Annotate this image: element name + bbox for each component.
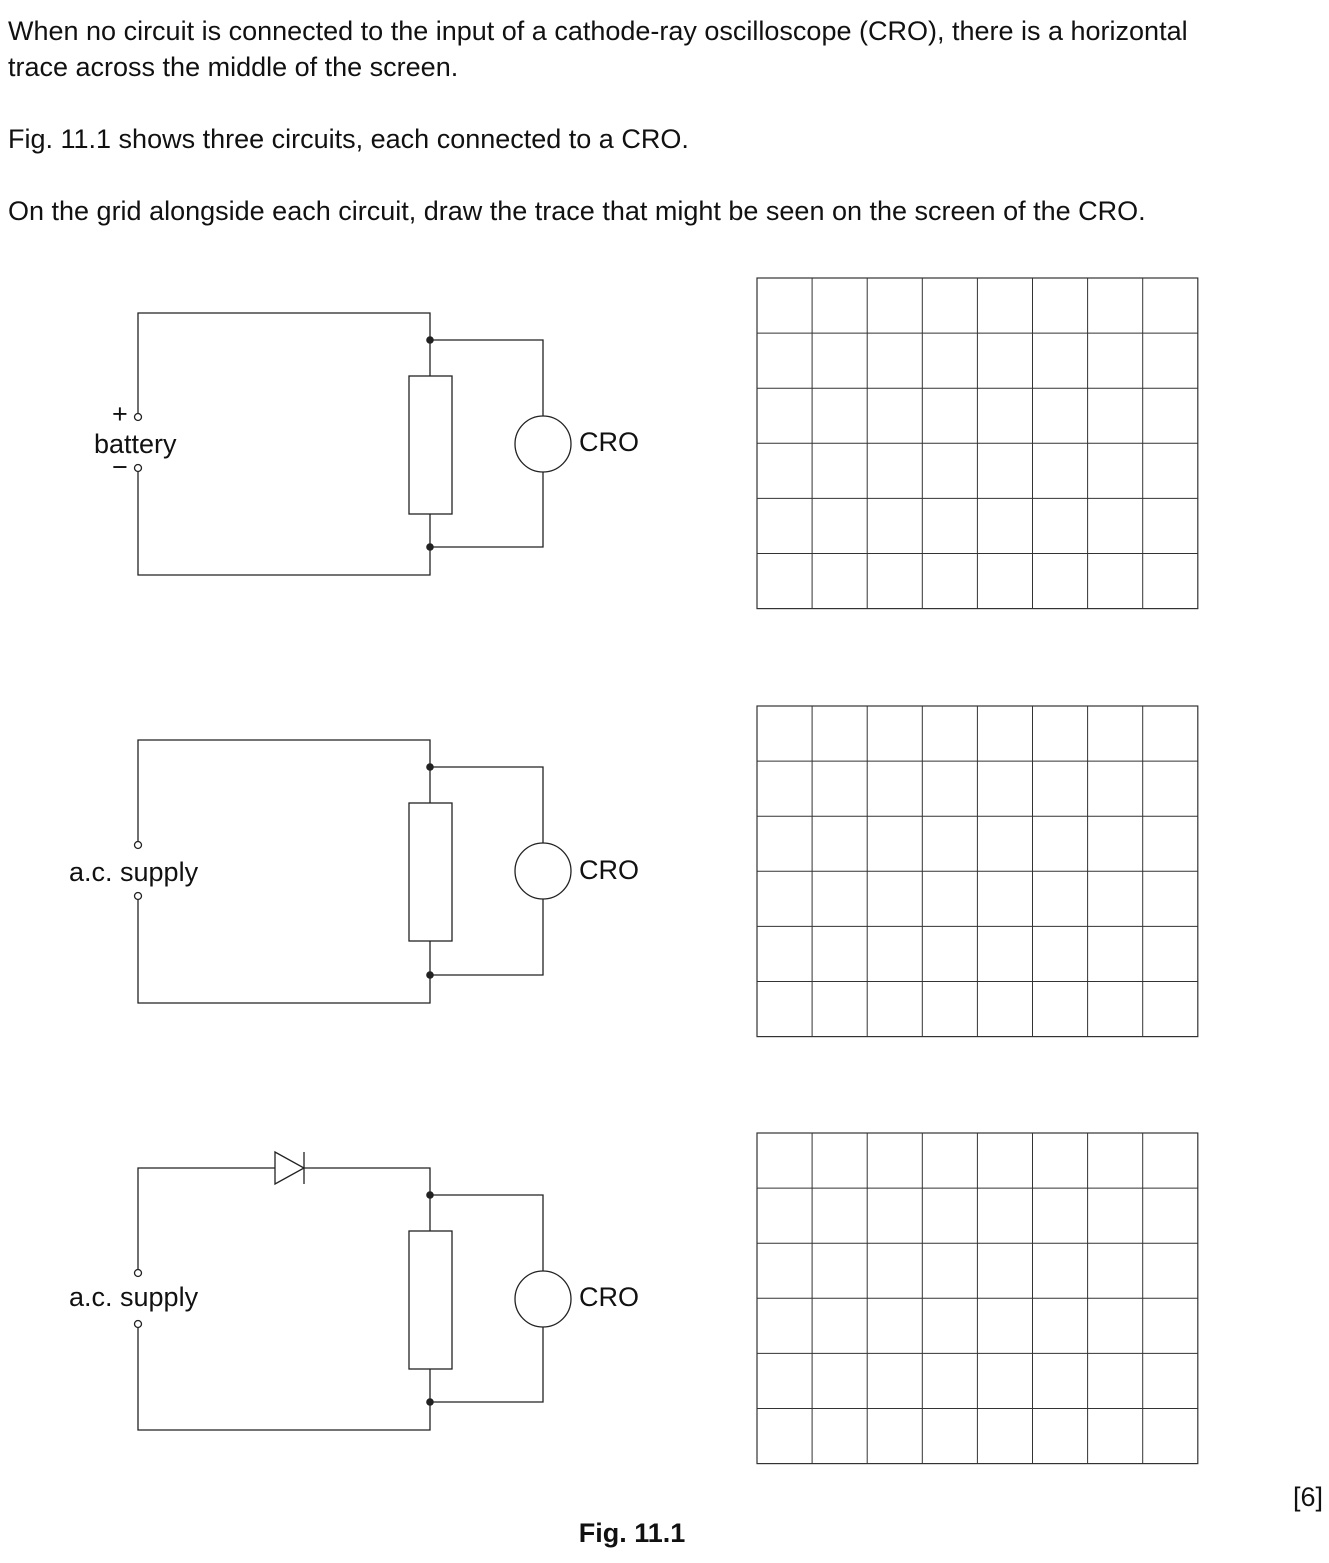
cro-screen-grid-2[interactable] <box>757 706 1198 1037</box>
circuit-wire <box>138 472 430 575</box>
cro-lead <box>430 472 543 547</box>
circuit-wire <box>138 740 430 841</box>
circuit-wire <box>138 1328 430 1430</box>
ac-terminal <box>135 1270 142 1277</box>
junction-dot <box>426 336 434 344</box>
cro-lead <box>430 899 543 975</box>
circuit-wire <box>304 1168 430 1231</box>
junction-dot <box>426 1191 434 1199</box>
supply-label-battery: battery <box>94 429 177 459</box>
ac-terminal <box>135 893 142 900</box>
cro-lead <box>430 1195 543 1271</box>
terminal-positive <box>135 414 142 421</box>
supply-label-ac: a.c. supply <box>69 857 199 887</box>
circuit-wire <box>138 1168 275 1269</box>
terminal-negative <box>135 465 142 472</box>
junction-dot <box>426 543 434 551</box>
cro-label: CRO <box>579 427 639 457</box>
negative-sign: − <box>112 452 128 482</box>
resistor <box>409 376 452 514</box>
cro-lead <box>430 340 543 416</box>
intro-line-2: trace across the middle of the screen. <box>8 52 459 82</box>
resistor <box>409 803 452 941</box>
marks-label: [6] <box>1292 1482 1323 1512</box>
ac-terminal <box>135 1321 142 1328</box>
junction-dot <box>426 1398 434 1406</box>
circuit-ac-supply <box>135 740 572 1003</box>
circuit-wire <box>138 900 430 1003</box>
junction-dot <box>426 971 434 979</box>
junction-dot <box>426 763 434 771</box>
circuit-ac-supply-diode <box>135 1152 572 1430</box>
cro-label: CRO <box>579 1282 639 1312</box>
circuit-wire <box>138 313 430 413</box>
ac-terminal <box>135 842 142 849</box>
cro-screen-grid-3[interactable] <box>757 1133 1198 1464</box>
intro-line-1: When no circuit is connected to the input of a cathode-ray oscilloscope (CRO), there is a horizontal <box>8 16 1188 46</box>
figure-caption: Fig. 11.1 <box>578 1518 686 1548</box>
cro-label: CRO <box>579 855 639 885</box>
cro-screen-grid-1[interactable] <box>757 278 1198 609</box>
cro-symbol <box>515 1271 571 1327</box>
figure-intro: Fig. 11.1 shows three circuits, each connected to a CRO. <box>8 124 689 154</box>
cro-lead <box>430 767 543 843</box>
resistor <box>409 1231 452 1369</box>
positive-sign: + <box>112 399 128 429</box>
cro-lead <box>430 1327 543 1402</box>
cro-symbol <box>515 416 571 472</box>
circuit-battery <box>135 313 572 575</box>
cro-symbol <box>515 843 571 899</box>
diode-symbol <box>275 1152 304 1184</box>
instruction: On the grid alongside each circuit, draw the trace that might be seen on the screen of the CRO. <box>8 196 1146 226</box>
supply-label-ac: a.c. supply <box>69 1282 199 1312</box>
